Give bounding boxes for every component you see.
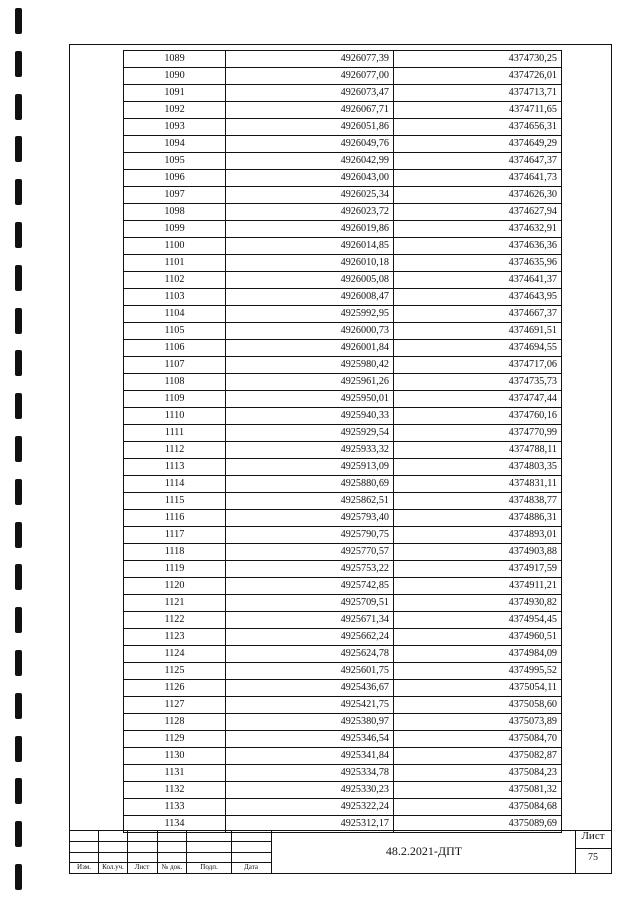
cell-x: 4925322,24 [226, 799, 394, 816]
stamp-col-sheet: Лист [134, 863, 150, 871]
binding-hole-mark [15, 479, 22, 505]
cell-x: 4925793,40 [226, 510, 394, 527]
sheet-label: Лист [581, 830, 605, 842]
cell-x: 4926042,99 [226, 153, 394, 170]
cell-x: 4925601,75 [226, 663, 394, 680]
table-row [124, 374, 562, 391]
cell-y: 4374886,31 [394, 510, 562, 527]
table-row [124, 765, 562, 782]
table-row [124, 646, 562, 663]
cell-x: 4925709,51 [226, 595, 394, 612]
cell-y: 4374649,29 [394, 136, 562, 153]
cell-num: 1120 [124, 578, 226, 595]
cell-x: 4925334,78 [226, 765, 394, 782]
cell-y: 4374770,99 [394, 425, 562, 442]
cell-x: 4925790,75 [226, 527, 394, 544]
cell-x: 4926073,47 [226, 85, 394, 102]
table-row [124, 697, 562, 714]
cell-x: 4926019,86 [226, 221, 394, 238]
cell-y: 4374694,55 [394, 340, 562, 357]
binding-hole-mark [15, 308, 22, 334]
binding-hole-mark [15, 222, 22, 248]
table-row [124, 731, 562, 748]
cell-y: 4374713,71 [394, 85, 562, 102]
cell-x: 4925671,34 [226, 612, 394, 629]
cell-num: 1106 [124, 340, 226, 357]
table-row [124, 612, 562, 629]
cell-x: 4925753,22 [226, 561, 394, 578]
binding-hole-mark [15, 8, 22, 34]
table-row [124, 221, 562, 238]
cell-x: 4925913,09 [226, 459, 394, 476]
cell-y: 4374656,31 [394, 119, 562, 136]
cell-y: 4374788,11 [394, 442, 562, 459]
cell-y: 4374903,88 [394, 544, 562, 561]
cell-num: 1090 [124, 68, 226, 85]
cell-y: 4374984,09 [394, 646, 562, 663]
table-row [124, 68, 562, 85]
table-row [124, 136, 562, 153]
table-row [124, 748, 562, 765]
cell-num: 1128 [124, 714, 226, 731]
cell-y: 4374911,21 [394, 578, 562, 595]
cell-num: 1105 [124, 323, 226, 340]
table-row [124, 714, 562, 731]
cell-y: 4374626,30 [394, 187, 562, 204]
table-row [124, 680, 562, 697]
cell-num: 1129 [124, 731, 226, 748]
cell-x: 4925980,42 [226, 357, 394, 374]
cell-y: 4375089,69 [394, 816, 562, 833]
table-row [124, 187, 562, 204]
cell-num: 1114 [124, 476, 226, 493]
binding-hole-mark [15, 607, 22, 633]
cell-y: 4374632,91 [394, 221, 562, 238]
cell-x: 4925380,97 [226, 714, 394, 731]
table-row [124, 510, 562, 527]
cell-y: 4374643,95 [394, 289, 562, 306]
cell-num: 1119 [124, 561, 226, 578]
cell-num: 1134 [124, 816, 226, 833]
cell-x: 4925770,57 [226, 544, 394, 561]
cell-y: 4374831,11 [394, 476, 562, 493]
cell-num: 1123 [124, 629, 226, 646]
binding-hole-mark [15, 821, 22, 847]
cell-x: 4925662,24 [226, 629, 394, 646]
cell-y: 4375082,87 [394, 748, 562, 765]
cell-y: 4375084,68 [394, 799, 562, 816]
binding-hole-mark [15, 265, 22, 291]
binding-hole-mark [15, 650, 22, 676]
table-row [124, 544, 562, 561]
cell-num: 1117 [124, 527, 226, 544]
cell-x: 4926077,39 [226, 51, 394, 68]
cell-x: 4926014,85 [226, 238, 394, 255]
cell-x: 4926077,00 [226, 68, 394, 85]
binding-hole-mark [15, 436, 22, 462]
cell-x: 4925880,69 [226, 476, 394, 493]
cell-num: 1094 [124, 136, 226, 153]
cell-num: 1121 [124, 595, 226, 612]
cell-x: 4925346,54 [226, 731, 394, 748]
table-row [124, 255, 562, 272]
cell-num: 1113 [124, 459, 226, 476]
table-row [124, 85, 562, 102]
cell-num: 1091 [124, 85, 226, 102]
cell-y: 4374717,06 [394, 357, 562, 374]
cell-x: 4925933,32 [226, 442, 394, 459]
cell-y: 4375058,60 [394, 697, 562, 714]
table-row [124, 578, 562, 595]
cell-x: 4925330,23 [226, 782, 394, 799]
stamp-col-change: Изм. [77, 863, 91, 871]
cell-x: 4926005,08 [226, 272, 394, 289]
cell-num: 1131 [124, 765, 226, 782]
table-row [124, 238, 562, 255]
cell-num: 1124 [124, 646, 226, 663]
binding-hole-mark [15, 522, 22, 548]
cell-num: 1109 [124, 391, 226, 408]
table-row [124, 153, 562, 170]
cell-y: 4375081,32 [394, 782, 562, 799]
cell-y: 4374627,94 [394, 204, 562, 221]
binding-hole-mark [15, 564, 22, 590]
cell-y: 4374691,51 [394, 323, 562, 340]
table-row [124, 170, 562, 187]
stamp-col-sign: Подп. [200, 863, 218, 871]
cell-x: 4926010,18 [226, 255, 394, 272]
cell-num: 1092 [124, 102, 226, 119]
cell-y: 4374667,37 [394, 306, 562, 323]
cell-num: 1133 [124, 799, 226, 816]
cell-y: 4374995,52 [394, 663, 562, 680]
table-row [124, 408, 562, 425]
table-row [124, 493, 562, 510]
cell-y: 4374641,37 [394, 272, 562, 289]
cell-num: 1096 [124, 170, 226, 187]
cell-x: 4925624,78 [226, 646, 394, 663]
cell-y: 4374641,73 [394, 170, 562, 187]
cell-y: 4375084,70 [394, 731, 562, 748]
cell-num: 1093 [124, 119, 226, 136]
cell-x: 4925436,67 [226, 680, 394, 697]
cell-num: 1097 [124, 187, 226, 204]
cell-num: 1099 [124, 221, 226, 238]
stamp-col-docnum: № док. [161, 863, 183, 871]
cell-x: 4925940,33 [226, 408, 394, 425]
cell-num: 1116 [124, 510, 226, 527]
cell-x: 4926008,47 [226, 289, 394, 306]
cell-y: 4374838,77 [394, 493, 562, 510]
table-row [124, 629, 562, 646]
cell-num: 1127 [124, 697, 226, 714]
cell-x: 4925312,17 [226, 816, 394, 833]
cell-num: 1101 [124, 255, 226, 272]
binding-hole-mark [15, 736, 22, 762]
cell-x: 4926023,72 [226, 204, 394, 221]
cell-x: 4925961,26 [226, 374, 394, 391]
coordinates-table [123, 50, 562, 833]
table-row [124, 663, 562, 680]
binding-hole-mark [15, 94, 22, 120]
cell-y: 4374647,37 [394, 153, 562, 170]
cell-y: 4374803,35 [394, 459, 562, 476]
cell-y: 4374930,82 [394, 595, 562, 612]
cell-x: 4925950,01 [226, 391, 394, 408]
table-row [124, 340, 562, 357]
cell-y: 4374893,01 [394, 527, 562, 544]
cell-x: 4926001,84 [226, 340, 394, 357]
cell-num: 1100 [124, 238, 226, 255]
cell-x: 4925421,75 [226, 697, 394, 714]
cell-y: 4374917,59 [394, 561, 562, 578]
table-row [124, 289, 562, 306]
table-row [124, 425, 562, 442]
table-row [124, 357, 562, 374]
cell-num: 1110 [124, 408, 226, 425]
cell-x: 4926025,34 [226, 187, 394, 204]
binding-hole-mark [15, 864, 22, 890]
cell-num: 1098 [124, 204, 226, 221]
binding-hole-mark [15, 778, 22, 804]
cell-y: 4374635,96 [394, 255, 562, 272]
stamp-col-date: Дата [244, 863, 258, 871]
table-row [124, 782, 562, 799]
binding-hole-mark [15, 136, 22, 162]
cell-y: 4375084,23 [394, 765, 562, 782]
table-row [124, 51, 562, 68]
binding-hole-mark [15, 693, 22, 719]
cell-x: 4925742,85 [226, 578, 394, 595]
cell-num: 1102 [124, 272, 226, 289]
binding-hole-mark [15, 51, 22, 77]
table-row [124, 527, 562, 544]
cell-y: 4374730,25 [394, 51, 562, 68]
cell-num: 1111 [124, 425, 226, 442]
table-row [124, 595, 562, 612]
cell-num: 1126 [124, 680, 226, 697]
table-row [124, 561, 562, 578]
cell-x: 4926067,71 [226, 102, 394, 119]
cell-y: 4374726,01 [394, 68, 562, 85]
table-row [124, 476, 562, 493]
cell-num: 1115 [124, 493, 226, 510]
cell-y: 4374636,36 [394, 238, 562, 255]
cell-num: 1112 [124, 442, 226, 459]
cell-y: 4374711,65 [394, 102, 562, 119]
cell-num: 1089 [124, 51, 226, 68]
cell-y: 4375073,89 [394, 714, 562, 731]
binding-hole-mark [15, 179, 22, 205]
cell-y: 4374954,45 [394, 612, 562, 629]
cell-x: 4925992,95 [226, 306, 394, 323]
sheet-number: 75 [588, 852, 598, 863]
cell-y: 4374735,73 [394, 374, 562, 391]
cell-num: 1103 [124, 289, 226, 306]
cell-num: 1122 [124, 612, 226, 629]
table-row [124, 391, 562, 408]
cell-num: 1095 [124, 153, 226, 170]
cell-num: 1125 [124, 663, 226, 680]
cell-x: 4925929,54 [226, 425, 394, 442]
cell-num: 1118 [124, 544, 226, 561]
title-block [69, 830, 612, 874]
cell-x: 4926000,73 [226, 323, 394, 340]
table-row [124, 799, 562, 816]
cell-y: 4374760,16 [394, 408, 562, 425]
table-row [124, 119, 562, 136]
binding-hole-mark [15, 350, 22, 376]
cell-x: 4925341,84 [226, 748, 394, 765]
cell-num: 1108 [124, 374, 226, 391]
stamp-col-count: Кол.уч. [102, 863, 124, 871]
cell-y: 4374960,51 [394, 629, 562, 646]
cell-x: 4926049,76 [226, 136, 394, 153]
table-row [124, 459, 562, 476]
binding-hole-mark [15, 393, 22, 419]
cell-num: 1107 [124, 357, 226, 374]
cell-num: 1104 [124, 306, 226, 323]
cell-num: 1132 [124, 782, 226, 799]
cell-num: 1130 [124, 748, 226, 765]
document-code: 48.2.2021-ДПТ [385, 844, 463, 858]
table-row [124, 442, 562, 459]
cell-x: 4926051,86 [226, 119, 394, 136]
table-row [124, 323, 562, 340]
table-row [124, 102, 562, 119]
cell-y: 4375054,11 [394, 680, 562, 697]
cell-y: 4374747,44 [394, 391, 562, 408]
table-row [124, 272, 562, 289]
table-row [124, 204, 562, 221]
table-row [124, 306, 562, 323]
cell-x: 4926043,00 [226, 170, 394, 187]
cell-x: 4925862,51 [226, 493, 394, 510]
